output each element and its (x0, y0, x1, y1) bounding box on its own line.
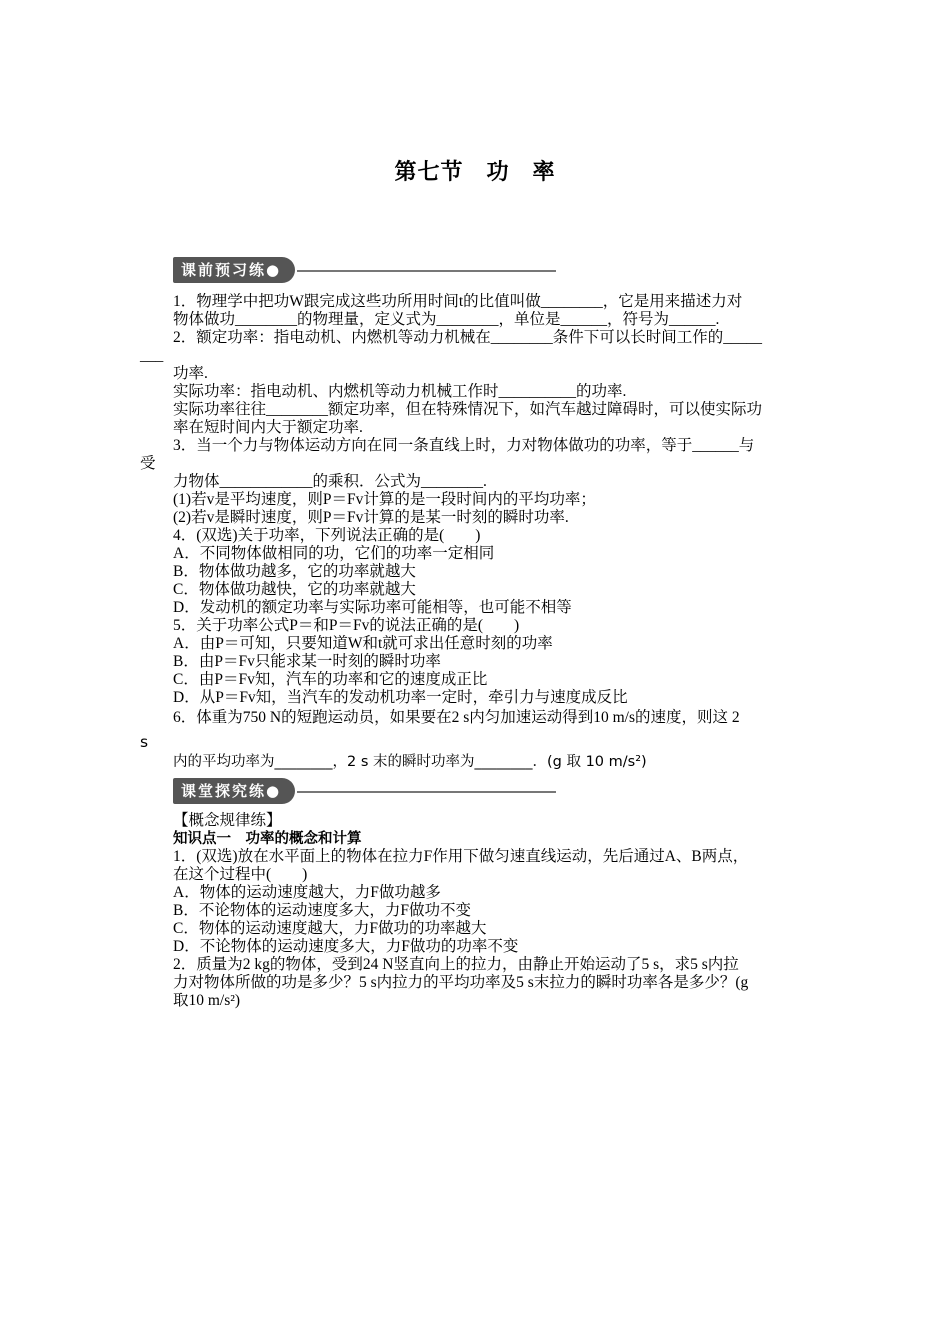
question-text: 内的平均功率为________，2 s 末的瞬时功率为________．(g 取 10 m/s²) (173, 754, 647, 770)
section-rule (297, 270, 556, 272)
answer-option: C．由P＝Fv知，汽车的功率和它的速度成正比 (173, 671, 488, 688)
question-text: 率在短时间内大于额定功率. (173, 419, 363, 436)
question-text: ___ (140, 347, 164, 364)
page-title: 第七节 功 率 (394, 160, 556, 185)
preview-section-header (173, 257, 556, 283)
section-rule (297, 791, 556, 793)
question-text: 取10 m/s²) (173, 992, 241, 1009)
question-text: 1．物理学中把功W跟完成这些功所用时间t的比值叫做________，它是用来描述力对 (173, 293, 743, 310)
class-section-badge: 课堂探究练● (173, 778, 295, 804)
question-text: 2．额定功率：指电动机、内燃机等动力机械在________条件下可以长时间工作的_____ (173, 329, 763, 346)
question-text: 力物体____________的乘积．公式为________. (173, 473, 487, 490)
question-text: 5．关于功率公式P＝和P＝Fv的说法正确的是( ) (173, 617, 520, 634)
answer-option: D．从P＝Fv知，当汽车的发动机功率一定时，牵引力与速度成反比 (173, 689, 628, 706)
question-text: 功率. (173, 365, 208, 382)
question-text: 力对物体所做的功是多少？5 s内拉力的平均功率及5 s末拉力的瞬时功率各是多少？(g (173, 974, 749, 991)
knowledge-point-heading: 知识点一 功率的概念和计算 (173, 831, 362, 847)
question-text: (2)若v是瞬时速度，则P＝Fv计算的是某一时刻的瞬时功率. (173, 509, 569, 526)
class-section-header (173, 778, 556, 804)
subsection-heading: 【概念规律练】 (173, 812, 282, 829)
answer-option: D．不论物体的运动速度多大，力F做功的功率不变 (173, 938, 519, 955)
question-text: 3．当一个力与物体运动方向在同一条直线上时，力对物体做功的功率，等于______与 (173, 437, 755, 454)
question-text: 实际功率：指电动机、内燃机等动力机械工作时__________的功率. (173, 383, 627, 400)
answer-option: B．物体做功越多，它的功率就越大 (173, 563, 416, 580)
question-text: 4．(双选)关于功率，下列说法正确的是( ) (173, 527, 481, 544)
question-text: s (140, 733, 149, 751)
question-text: 实际功率往往________额定功率，但在特殊情况下，如汽车越过障碍时，可以使实际功 (173, 401, 763, 418)
answer-option: B．不论物体的运动速度多大，力F做功不变 (173, 902, 471, 919)
question-text: 1．(双选)放在水平面上的物体在拉力F作用下做匀速直线运动，先后通过A、B两点， (173, 848, 749, 865)
answer-option: B．由P＝Fv只能求某一时刻的瞬时功率 (173, 653, 441, 670)
question-text: (1)若v是平均速度，则P＝Fv计算的是一段时间内的平均功率； (173, 491, 596, 508)
answer-option: D．发动机的额定功率与实际功率可能相等，也可能不相等 (173, 599, 572, 616)
answer-option: C．物体做功越快，它的功率就越大 (173, 581, 416, 598)
preview-section-badge: 课前预习练● (173, 257, 295, 283)
answer-option: A．由P＝可知，只要知道W和t就可求出任意时刻的功率 (173, 635, 553, 652)
question-text: 受 (140, 455, 156, 472)
answer-option: A．不同物体做相同的功，它们的功率一定相同 (173, 545, 495, 562)
question-text: 物体做功________的物理量，定义式为________，单位是______，符号为______. (173, 311, 720, 328)
question-text: 2．质量为2 kg的物体，受到24 N竖直向上的拉力，由静止开始运动了5 s，求5 s内拉 (173, 956, 739, 973)
question-text: 在这个过程中( ) (173, 866, 308, 883)
answer-option: C．物体的运动速度越大，力F做功的功率越大 (173, 920, 487, 937)
answer-option: A．物体的运动速度越大，力F做功越多 (173, 884, 441, 901)
question-text: 6．体重为750 N的短跑运动员，如果要在2 s内匀加速运动得到10 m/s的速度，则这 2 (173, 709, 740, 726)
